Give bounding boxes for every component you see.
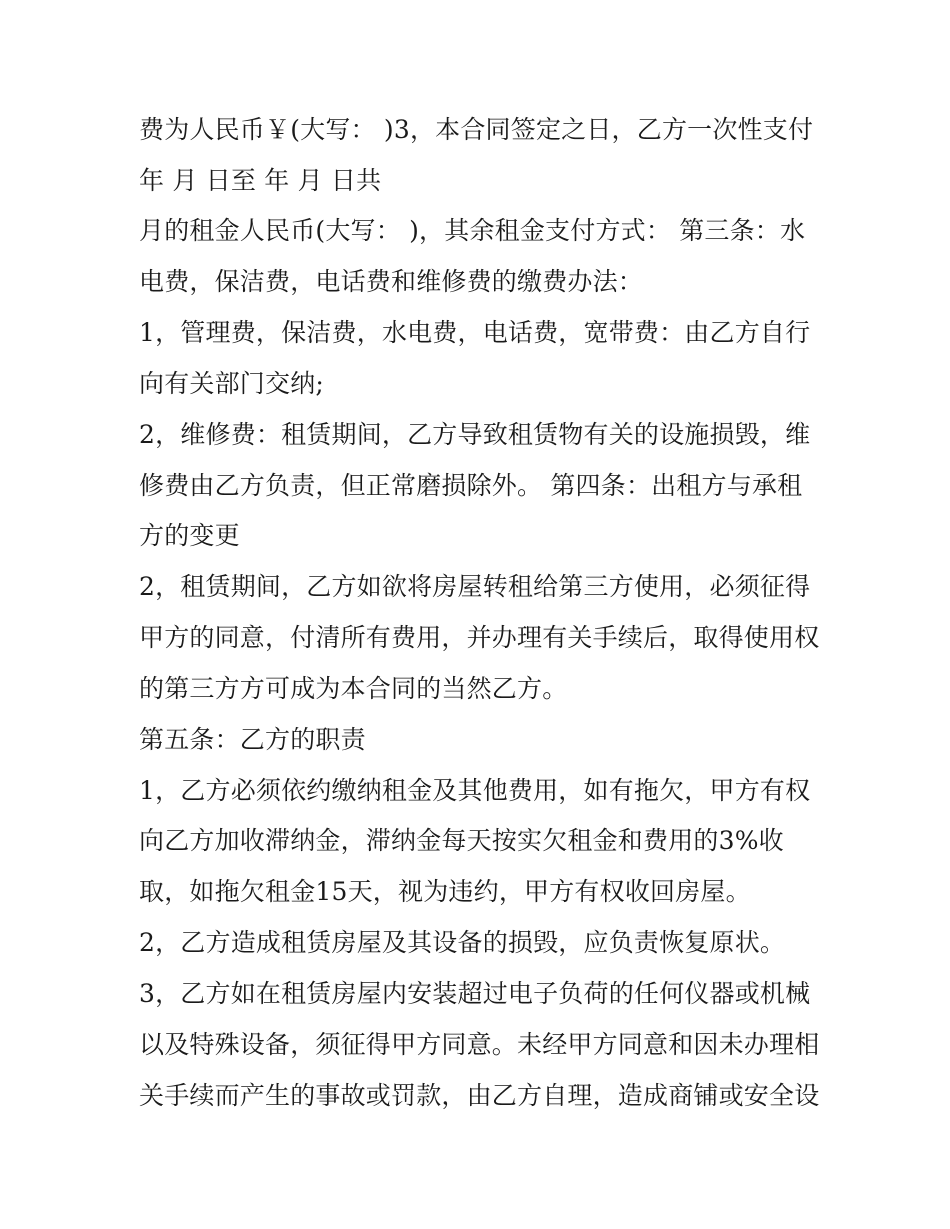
text-line: 的第三方方可成为本合同的当然乙方。 (139, 674, 568, 703)
text-line: 以及特殊设备，须征得甲方同意。未经甲方同意和因未办理相 (139, 1030, 820, 1059)
text-line: 2，维修费：租赁期间，乙方导致租赁物有关的设施损毁，维 (139, 420, 811, 449)
text-line: 取，如拖欠租金15天，视为违约，甲方有权收回房屋。 (139, 877, 751, 906)
text-line: 修费由乙方负责，但正常磨损除外。 第四条：出租方与承租 (139, 471, 803, 500)
text-line: 2，租赁期间，乙方如欲将房屋转租给第三方使用，必须征得 (139, 572, 811, 601)
text-line: 月的租金人民币(大写： )，其余租金支付方式： 第三条：水 (139, 216, 806, 245)
text-line: 1，乙方必须依约缴纳租金及其他费用，如有拖欠，甲方有权 (139, 776, 811, 805)
text-line: 年 月 日至 年 月 日共 (139, 166, 382, 195)
text-line: 电费，保洁费，电话费和维修费的缴费办法： (139, 267, 644, 296)
text-line: 2，乙方造成租赁房屋及其设备的损毁，应负责恢复原状。 (139, 928, 786, 957)
text-line: 1，管理费，保洁费，水电费，电话费，宽带费：由乙方自行 (139, 318, 811, 347)
text-line: 关手续而产生的事故或罚款，由乙方自理，造成商铺或安全设 (139, 1081, 820, 1110)
text-line: 第五条：乙方的职责 (139, 725, 366, 754)
text-line: 甲方的同意，付清所有费用，并办理有关手续后，取得使用权 (139, 623, 820, 652)
text-line: 方的变更 (139, 521, 240, 550)
text-line: 向乙方加收滞纳金，滞纳金每天按实欠租金和费用的3%收 (139, 826, 784, 855)
text-line: 费为人民币￥(大写： )3，本合同签定之日，乙方一次性支付 (139, 115, 814, 144)
text-line: 3，乙方如在租赁房屋内安装超过电子负荷的任何仪器或机械 (139, 979, 811, 1008)
text-line: 向有关部门交纳; (139, 369, 325, 398)
